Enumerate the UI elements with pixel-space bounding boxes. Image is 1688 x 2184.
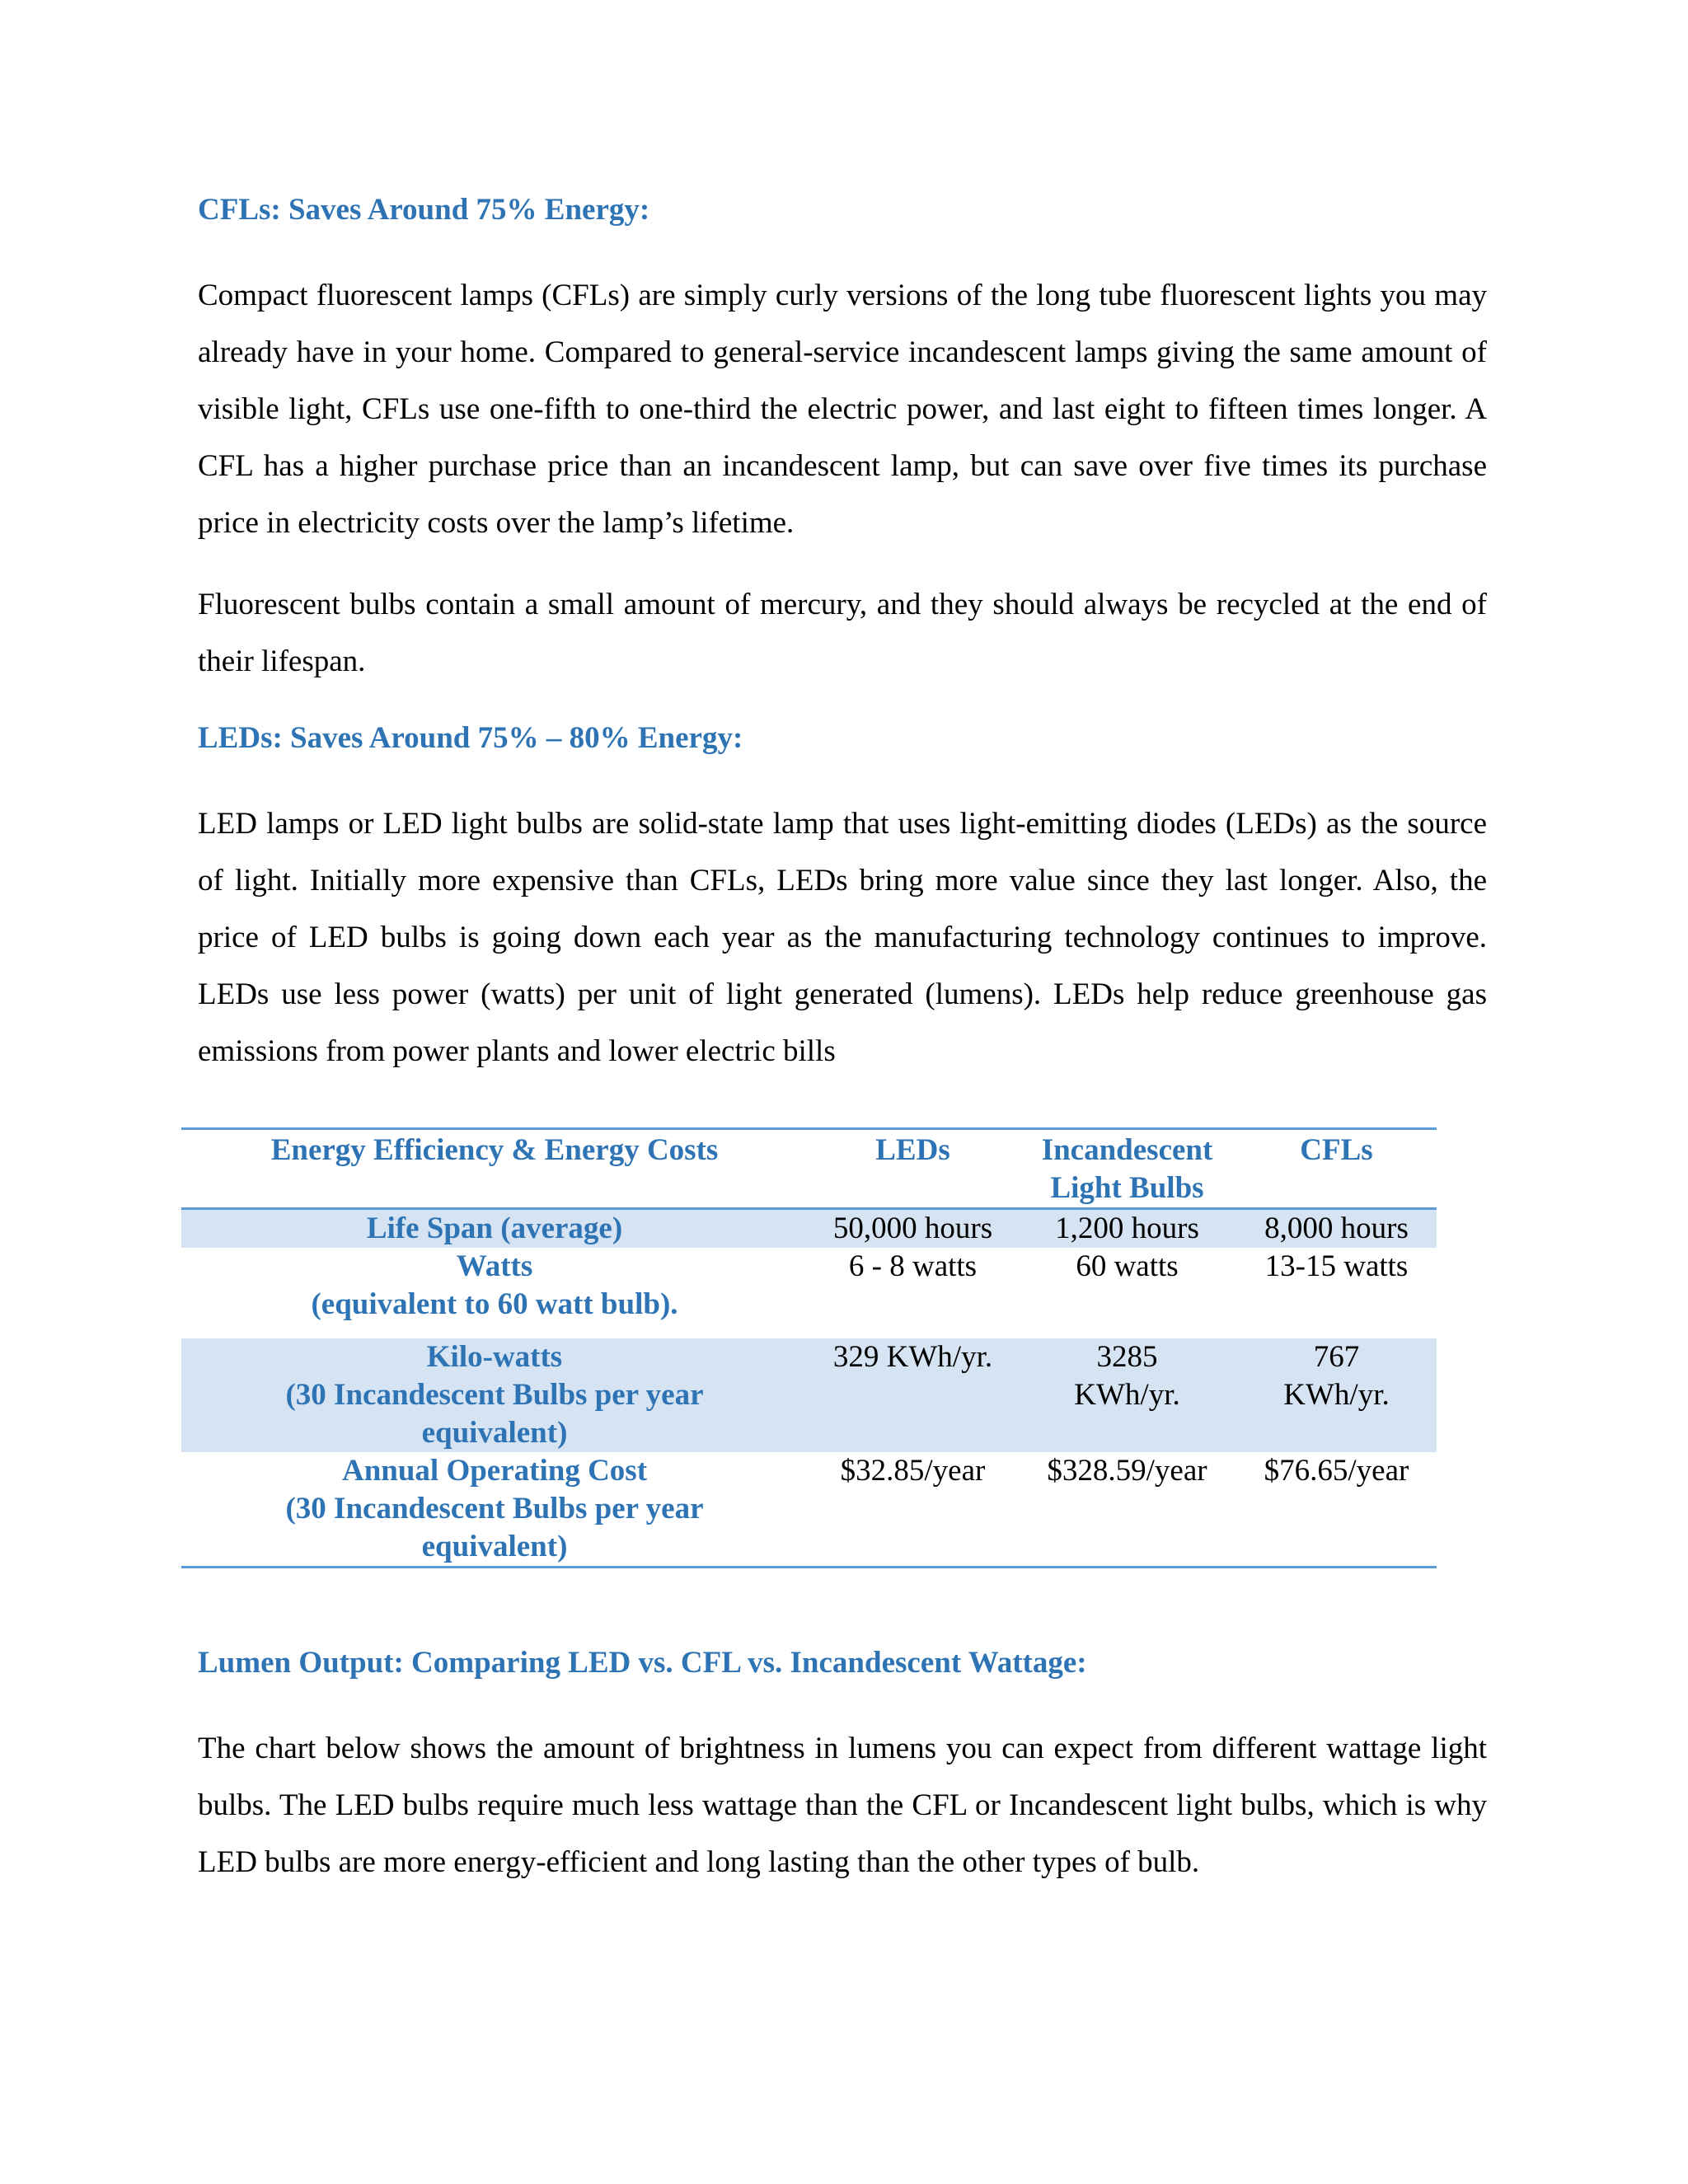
table-row-watts [181, 1248, 1437, 1338]
row-label-watts [181, 1248, 808, 1338]
cell-watts-incandescent: 60 watts [1076, 1249, 1179, 1283]
row-label-cost-line1: Annual Operating Cost [341, 1454, 648, 1488]
cell-kilo-cfl-line2: KWh/yr. [1283, 1378, 1390, 1412]
cell-cost-led: $32.85/year [840, 1454, 986, 1488]
row-label-kilo-line2: (30 Incandescent Bulbs per year [285, 1378, 704, 1412]
cell-kilo-incandescent [1018, 1338, 1236, 1452]
table-header-row [181, 1129, 1437, 1209]
cell-watts-cfl: 13-15 watts [1264, 1249, 1409, 1283]
cfl-heading: CFLs: Saves Around 75% Energy: [198, 193, 650, 227]
document-page [198, 190, 1487, 1891]
row-label-kilo-watts [181, 1338, 808, 1452]
efficiency-table-wrapper [181, 1127, 1437, 1568]
lumen-heading: Lumen Output: Comparing LED vs. CFL vs. Incandescent Wattage: [198, 1646, 1087, 1680]
table-row-life-span [181, 1209, 1437, 1249]
cell-cost-cfl: $76.65/year [1264, 1454, 1409, 1488]
cell-cost-incandescent: $328.59/year [1047, 1454, 1207, 1488]
cell-kilo-cfl [1236, 1338, 1437, 1452]
header-cfls: CFLs [1236, 1129, 1437, 1209]
table-row-annual-cost [181, 1452, 1437, 1568]
header-category: Energy Efficiency & Energy Costs [181, 1129, 808, 1209]
cell-kilo-led: 329 KWh/yr. [808, 1338, 1018, 1452]
row-label-kilo-line3: equivalent) [421, 1416, 568, 1450]
row-label-cost-line2: (30 Incandescent Bulbs per year [285, 1492, 704, 1526]
led-heading: LEDs: Saves Around 75% – 80% Energy: [198, 721, 743, 755]
header-incandescent-line1: Incandescent [1041, 1133, 1213, 1167]
cell-kilo-incandescent-line2: KWh/yr. [1074, 1378, 1180, 1412]
header-incandescent [1018, 1129, 1236, 1209]
row-label-life-span: Life Span (average) [181, 1209, 808, 1249]
cell-kilo-cfl-line1: 767 [1313, 1340, 1360, 1374]
table-row-kilo-watts [181, 1338, 1437, 1452]
header-leds: LEDs [808, 1129, 1018, 1209]
cfl-paragraph-1: Compact fluorescent lamps (CFLs) are simply curly versions of the long tube fluorescent lights you may already have in your home. Compared to general-service incandescent lamps giving the same amount of visible light, CFLs use one-fifth to one-third the electric power, and last eight to fifteen times longer. A CFL has a higher purchase price than an incandescent lamp, but can save over five times its purchase price in electricity costs over the lamp’s lifetime. [198, 279, 1487, 540]
cfl-paragraph-2: Fluorescent bulbs contain a small amount of mercury, and they should always be recycled at the end of their lifespan. [198, 588, 1487, 678]
row-label-watts-line2: (equivalent to 60 watt bulb). [311, 1287, 678, 1321]
cell-life-incandescent: 1,200 hours [1018, 1209, 1236, 1249]
header-incandescent-line2: Light Bulbs [1050, 1171, 1204, 1205]
lumen-paragraph: The chart below shows the amount of brightness in lumens you can expect from different wattage light bulbs. The LED bulbs require much less wattage than the CFL or Incandescent light bulbs, which is why LED bulbs are more energy-efficient and long lasting than the other types of bulb. [198, 1732, 1487, 1879]
cell-life-led: 50,000 hours [808, 1209, 1018, 1249]
efficiency-table [181, 1127, 1437, 1568]
led-paragraph: LED lamps or LED light bulbs are solid-state lamp that uses light-emitting diodes (LEDs) as the source of light. Initially more expensive than CFLs, LEDs bring more value since they last longer. Also, the price of LED bulbs is going down each year as the manufacturing technology continues to improve. LEDs use less power (watts) per unit of light generated (lumens). LEDs help reduce greenhouse gas emissions from power plants and lower electric bills [198, 807, 1487, 1068]
row-label-watts-line1: Watts [456, 1249, 533, 1283]
row-label-annual-cost [181, 1452, 808, 1568]
cell-life-cfl: 8,000 hours [1236, 1209, 1437, 1249]
row-label-kilo-line1: Kilo-watts [426, 1340, 563, 1374]
cell-kilo-incandescent-line1: 3285 [1096, 1340, 1158, 1374]
row-label-cost-line3: equivalent) [421, 1530, 568, 1563]
cell-watts-led: 6 - 8 watts [848, 1249, 978, 1283]
